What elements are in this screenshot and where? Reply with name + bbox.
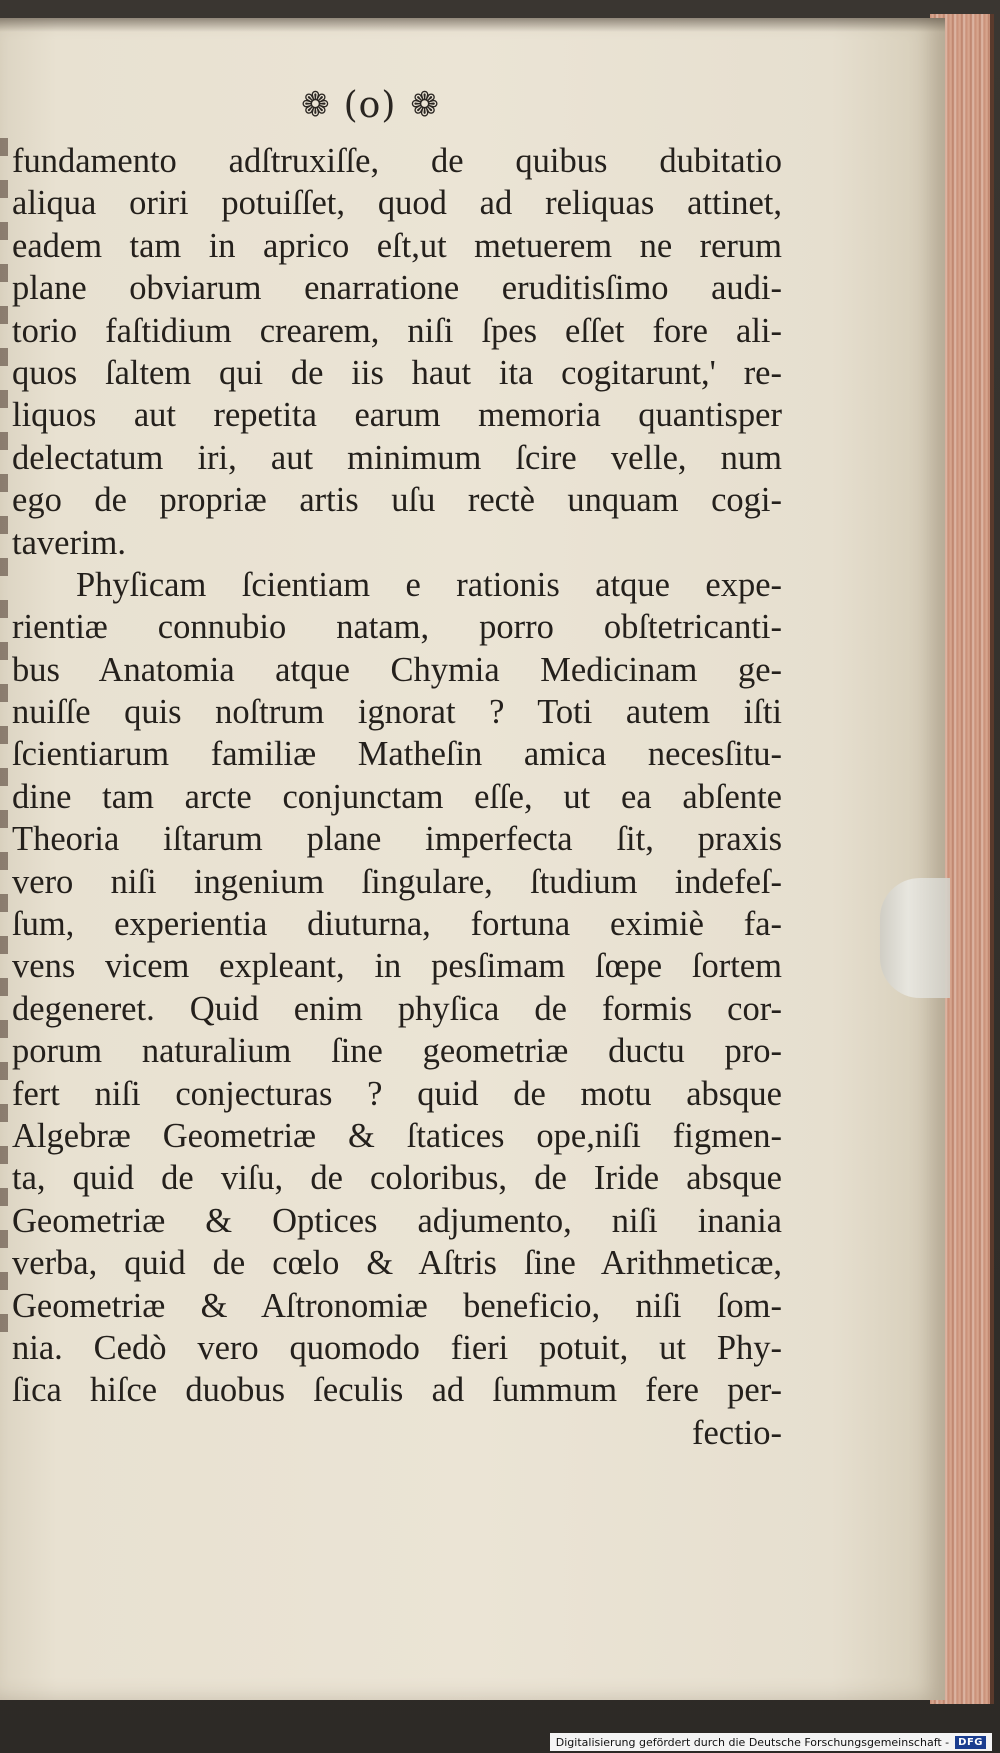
- text-line: vens vicem expleant, in pesſimam ſœpe ſortem: [12, 947, 782, 986]
- text-line: ſum, experientia diuturna, fortuna eximiè fa-: [12, 905, 782, 944]
- text-line: Geometriæ & Aſtronomiæ beneficio, niſi ſom-: [12, 1286, 782, 1325]
- text-line: aliqua oriri potuiſſet, quod ad reliquas attinet,: [12, 184, 782, 223]
- text-line: nuiſſe quis noſtrum ignorat ? Toti autem iſti: [12, 693, 782, 732]
- folio-number: (o): [343, 84, 397, 126]
- ornament-right-icon: ❁: [410, 85, 439, 125]
- dfg-logo: DFG: [955, 1736, 986, 1749]
- book-page: [0, 18, 945, 1700]
- text-line: degeneret. Quid enim phyſica de formis cor-: [12, 989, 782, 1028]
- text-line: ſica hiſce duobus ſeculis ad ſummum fere per-: [12, 1371, 782, 1410]
- text-line: plane obviarum enarratione eruditisſimo audi-: [12, 269, 782, 308]
- text-line: fundamento adſtruxiſſe, de quibus dubitatio: [12, 142, 782, 180]
- text-line: delectatum iri, aut minimum ſcire velle, num: [12, 438, 782, 477]
- text-line: Geometriæ & Optices adjumento, niſi inania: [12, 1201, 782, 1240]
- text-line: ta, quid de viſu, de coloribus, de Iride absque: [12, 1159, 782, 1198]
- text-line: bus Anatomia atque Chymia Medicinam ge-: [12, 650, 782, 689]
- page-top-shadow: [0, 18, 945, 32]
- catchword: fectio-: [691, 1413, 782, 1452]
- footer-credit: Digitalisierung gefördert durch die Deutsche Forschungsgemeinschaft -: [555, 1735, 950, 1749]
- paragraph-start-line: Phyſicam ſcientiam e rationis atque expe-: [76, 565, 782, 604]
- body-text: [12, 140, 782, 1454]
- text-line: eadem tam in aprico eſt,ut metuerem ne rerum: [12, 226, 782, 265]
- gutter-marks: [0, 138, 8, 1338]
- text-line: Algebræ Geometriæ & ſtatices ope,niſi figmen-: [12, 1116, 782, 1155]
- page-header: [250, 80, 490, 130]
- text-line: rientiæ connubio natam, porro obſtetricanti-: [12, 608, 782, 647]
- text-line: dine tam arcte conjunctam eſſe, ut ea abſente: [12, 777, 782, 816]
- text-line: verba, quid de cœlo & Aſtris ſine Arithmeticæ,: [12, 1244, 782, 1283]
- digitization-footer: [550, 1733, 992, 1751]
- text-line: liquos aut repetita earum memoria quantisper: [12, 396, 782, 435]
- text-line: Theoria iſtarum plane imperfecta ſit, praxis: [12, 820, 782, 859]
- text-line: ſcientiarum familiæ Matheſin amica necesſitu-: [12, 735, 782, 774]
- text-line: porum naturalium ſine geometriæ ductu pro-: [12, 1032, 782, 1071]
- text-line: nia. Cedò vero quomodo fieri potuit, ut Phy-: [12, 1328, 782, 1367]
- ornament-left-icon: ❁: [301, 85, 330, 125]
- text-line: fert niſi conjecturas ? quid de motu absque: [12, 1074, 782, 1113]
- text-line: vero niſi ingenium ſingulare, ſtudium indefeſ-: [12, 862, 782, 901]
- page-marker-tab: [880, 878, 950, 998]
- text-line: quos ſaltem qui de iis haut ita cogitarunt,' re-: [12, 353, 782, 392]
- text-line: torio faſtidium crearem, niſi ſpes eſſet fore ali-: [12, 311, 782, 350]
- text-line: ego de propriæ artis uſu rectè unquam cogi-: [12, 481, 782, 520]
- text-line: taverim.: [12, 523, 126, 562]
